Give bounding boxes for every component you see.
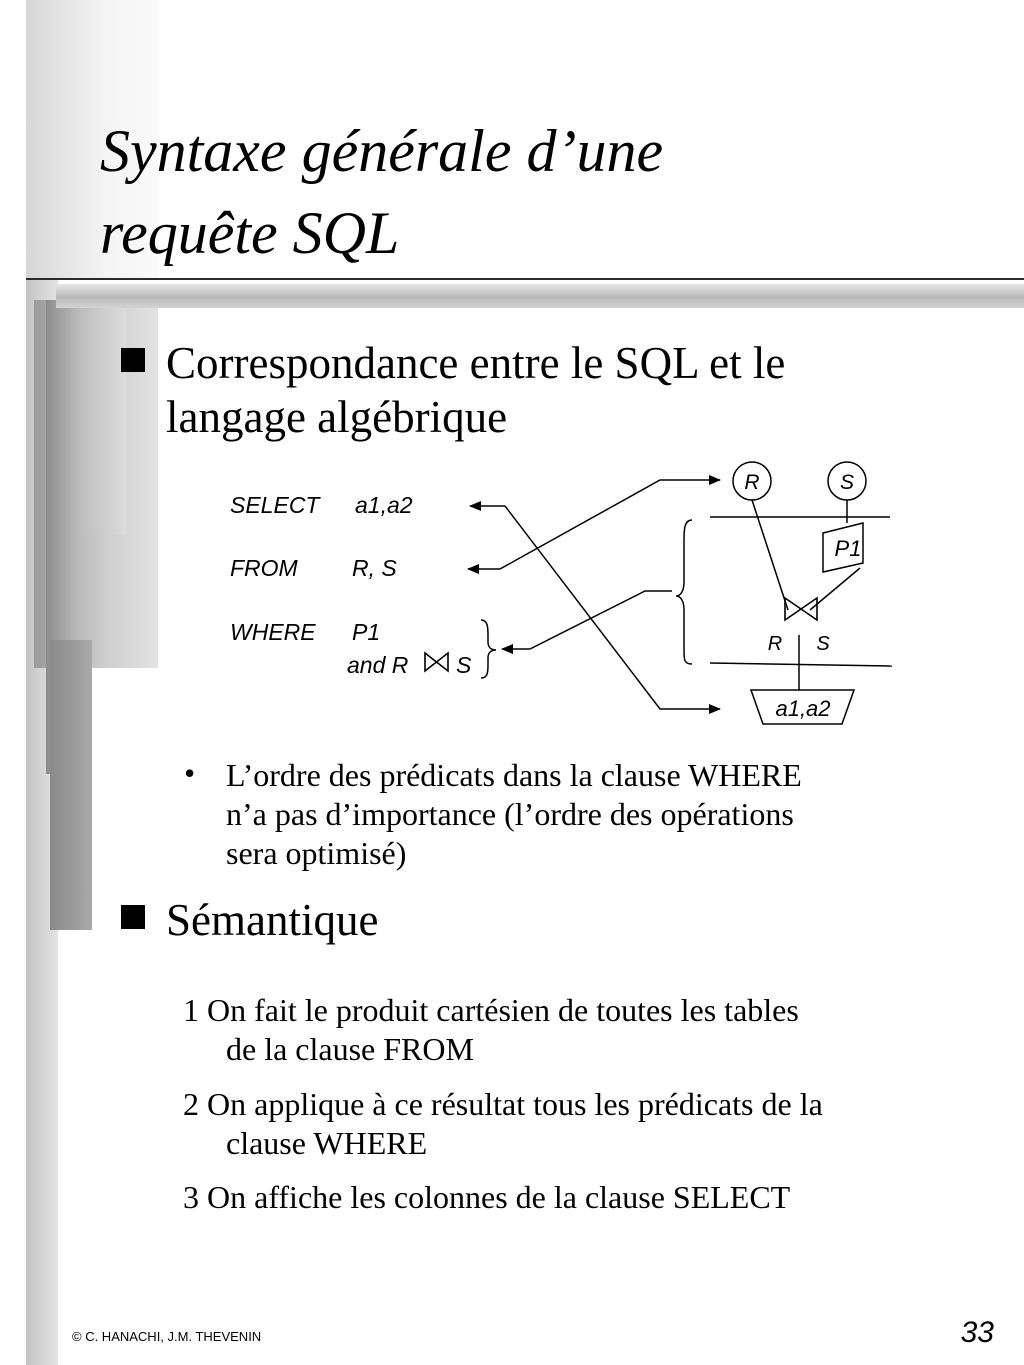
- from-keyword: FROM: [230, 555, 298, 581]
- from-value: R, S: [352, 555, 397, 581]
- where-value: P1: [352, 619, 381, 645]
- relation-s-label: S: [839, 471, 855, 494]
- sql-algebra-diagram: [220, 450, 900, 740]
- square-bullet-icon: [121, 905, 145, 929]
- step-3-line-1: 3 On affiche les colonnes de la clause SELECT: [183, 1179, 791, 1215]
- square-bullet-icon: [121, 348, 145, 372]
- title-rule: [26, 278, 1024, 280]
- projection-label: a1,a2: [775, 696, 831, 721]
- bullet-2-label: Sémantique: [166, 895, 379, 945]
- join-icon: [425, 653, 448, 671]
- footer-copyright: © C. HANACHI, J.M. THEVENIN: [72, 1329, 262, 1344]
- title-line-1: Syntaxe générale d’une: [100, 118, 664, 184]
- and-suffix: S: [456, 652, 472, 678]
- page-number: 33: [960, 1316, 994, 1349]
- decor-block-4: [50, 640, 92, 930]
- step-1-line-1: 1 On fait le produit cartésien de toutes les tables: [183, 992, 799, 1028]
- where-brace: [481, 620, 496, 678]
- bullet-1-line-1: Correspondance entre le SQL et le: [166, 338, 786, 388]
- where-keyword: WHERE: [230, 619, 316, 645]
- bullet-1-line-2: langage algébrique: [166, 392, 508, 442]
- select-value: a1,a2: [355, 492, 413, 518]
- and-prefix: and R: [347, 652, 409, 678]
- selection-p1-label: P1: [834, 536, 862, 561]
- join-s-label: S: [816, 633, 830, 655]
- note-line-1: L’ordre des prédicats dans la clause WHERE: [226, 757, 802, 793]
- tree-bottom-rule: [710, 663, 892, 666]
- join-r-label: R: [767, 633, 783, 655]
- tree-brace: [676, 520, 692, 664]
- note-line-2: n’a pas d’importance (l’ordre des opérations: [226, 796, 794, 832]
- select-keyword: SELECT: [230, 492, 320, 518]
- arrow-from-to-relations: [500, 480, 720, 569]
- step-2-line-2: clause WHERE: [226, 1125, 428, 1161]
- title-line-2: requête SQL: [100, 200, 400, 266]
- step-1-line-2: de la clause FROM: [226, 1031, 474, 1067]
- slide-title: [100, 110, 663, 274]
- note-bullet-icon: •: [184, 755, 196, 791]
- step-2-line-1: 2 On applique à ce résultat tous les prédicats de la: [183, 1086, 823, 1122]
- note-line-3: sera optimisé): [226, 835, 407, 871]
- title-bar: [56, 284, 1024, 308]
- arrow-where-to-brace: [530, 591, 672, 649]
- relation-r-label: R: [744, 471, 760, 494]
